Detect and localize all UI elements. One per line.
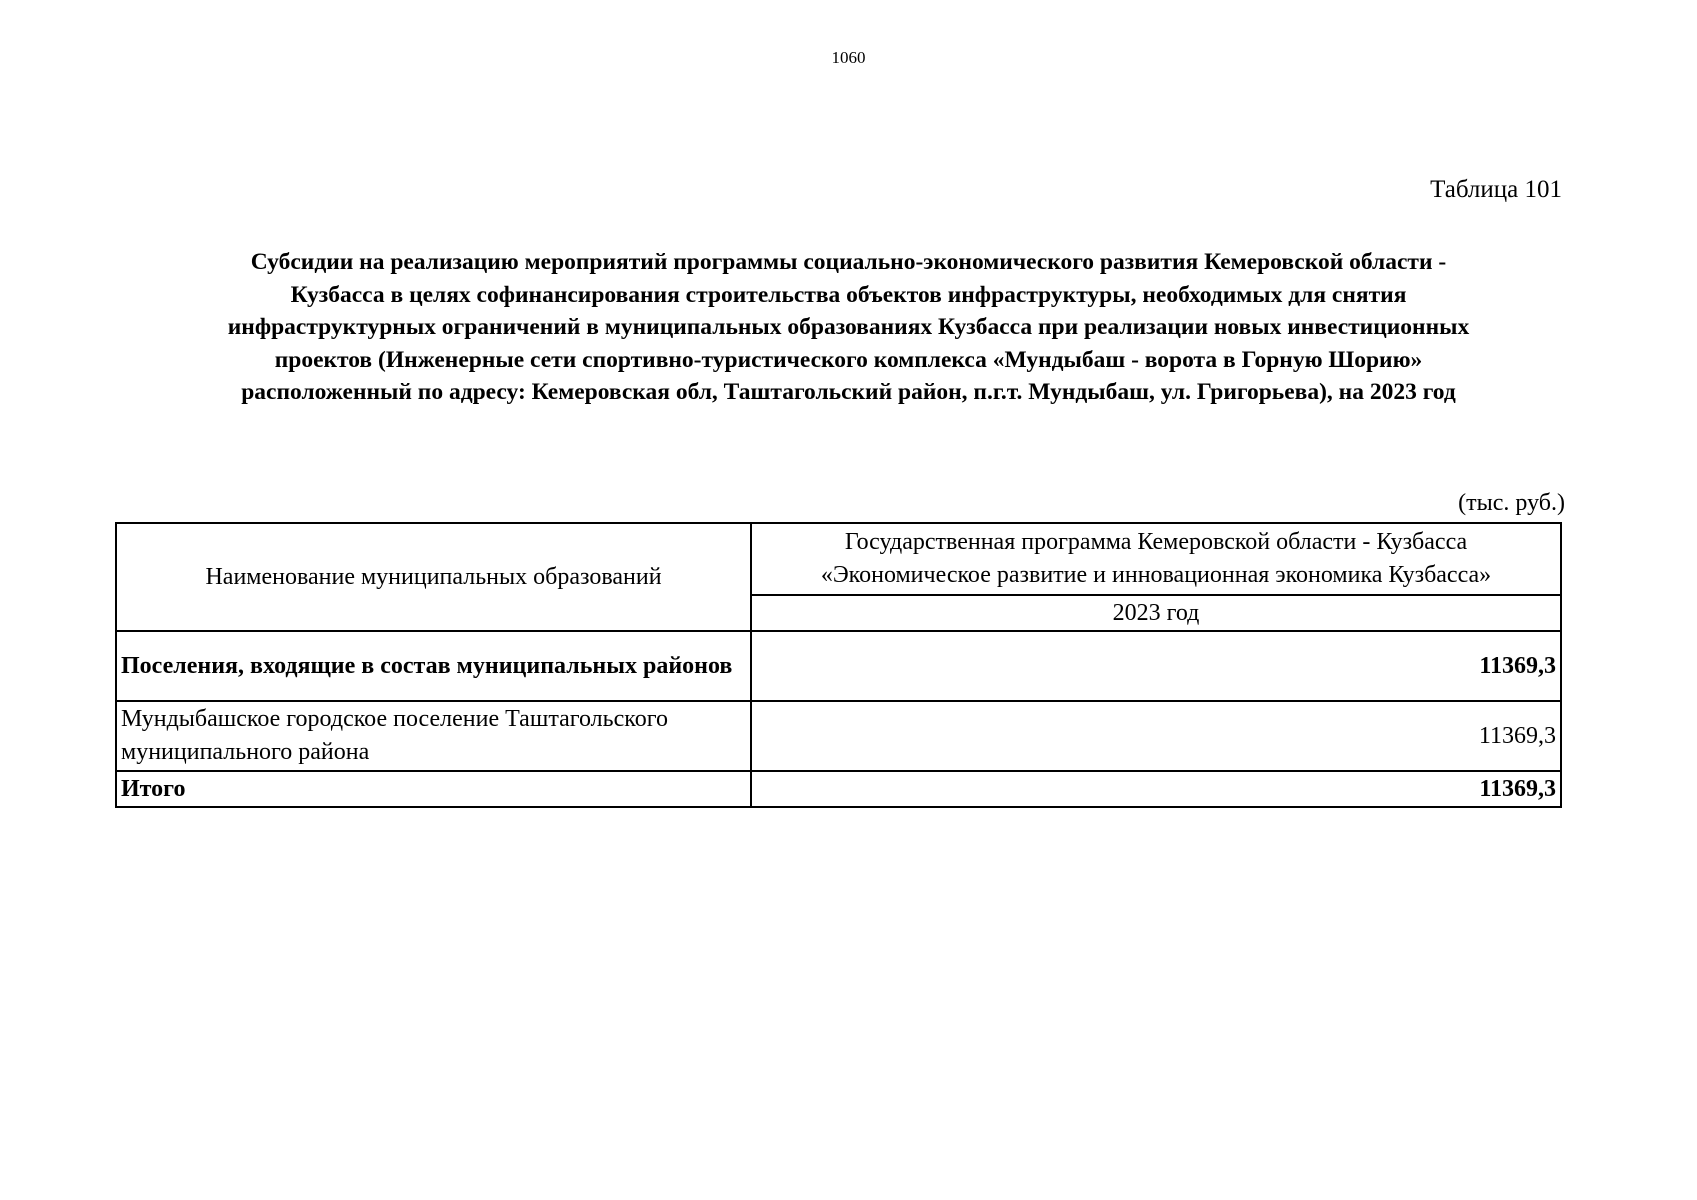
header-year: 2023 год bbox=[751, 595, 1561, 631]
table-row bbox=[116, 631, 1561, 701]
document-title bbox=[130, 246, 1567, 409]
row-value: 11369,3 bbox=[751, 631, 1561, 701]
page-number: 1060 bbox=[831, 48, 866, 67]
table-row bbox=[116, 701, 1561, 771]
row-name: Поселения, входящие в состав муниципальных районов bbox=[116, 631, 751, 701]
subsidy-table bbox=[115, 522, 1562, 808]
title-line: проектов (Инженерные сети спортивно-туристического комплекса «Мундыбаш - ворота в Горную Шорию» bbox=[274, 346, 1423, 373]
row-name: Мундыбашское городское поселение Таштагольского муниципального района bbox=[116, 701, 751, 771]
table-header-row bbox=[116, 523, 1561, 595]
header-municipality-name: Наименование муниципальных образований bbox=[116, 523, 751, 631]
table-number: Таблица 101 bbox=[1430, 176, 1562, 203]
title-line: Субсидии на реализацию мероприятий программы социально-экономического развития Кемеровской области - bbox=[250, 249, 1447, 275]
units-label: (тыс. руб.) bbox=[1458, 490, 1565, 516]
header-program-line: Государственная программа Кемеровской области - Кузбасса bbox=[844, 529, 1468, 555]
table-row-total bbox=[116, 771, 1561, 807]
row-value: 11369,3 bbox=[751, 771, 1561, 807]
title-line: Кузбасса в целях софинансирования строительства объектов инфраструктуры, необходимых для снятия bbox=[290, 281, 1407, 308]
row-value: 11369,3 bbox=[751, 701, 1561, 771]
title-line: расположенный по адресу: Кемеровская обл, Таштагольский район, п.г.т. Мундыбаш, ул. Григорьева), на 2023 год bbox=[241, 379, 1456, 405]
title-line: инфраструктурных ограничений в муниципальных образованиях Кузбасса при реализации новых инвестиционных bbox=[227, 314, 1470, 340]
header-program bbox=[751, 523, 1561, 595]
row-name: Итого bbox=[116, 771, 751, 807]
header-program-line: «Экономическое развитие и инновационная экономика Кузбасса» bbox=[820, 562, 1492, 588]
